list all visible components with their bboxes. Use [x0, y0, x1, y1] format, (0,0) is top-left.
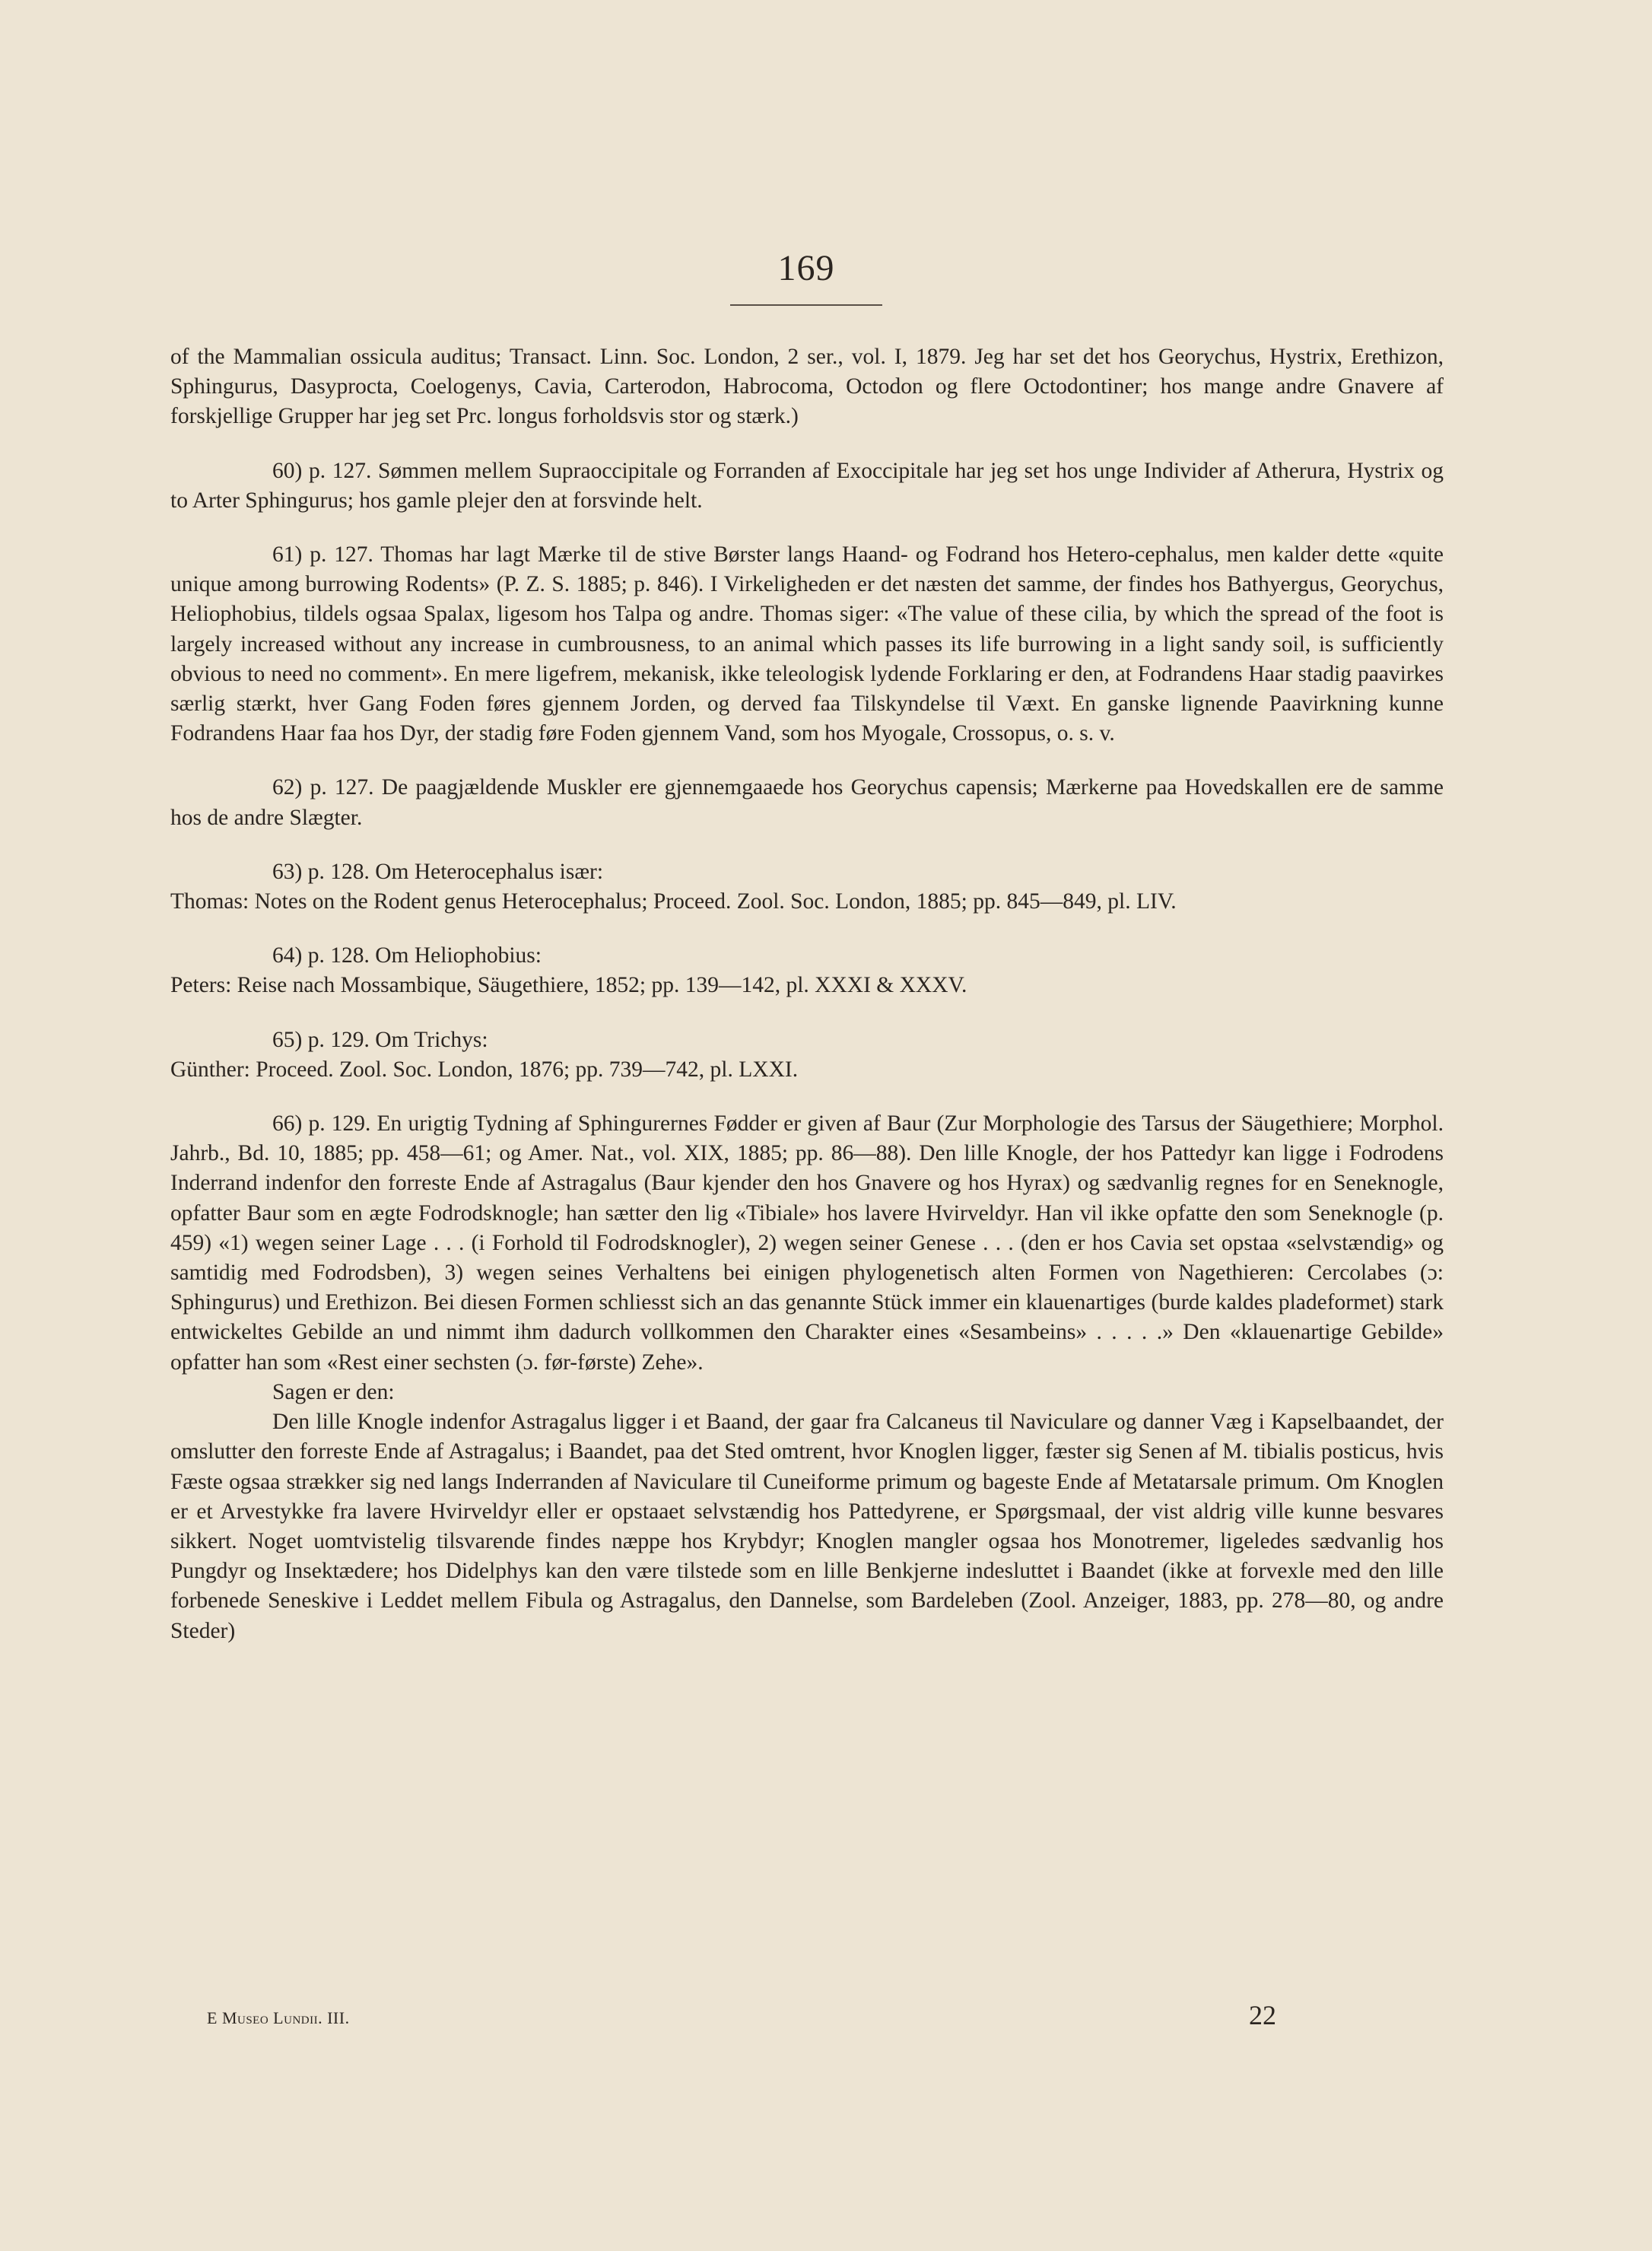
footer-series: E Museo Lundii. III. — [207, 2008, 350, 2027]
note-64-reference: Peters: Reise nach Mossambique, Säugethiere, 1852; pp. 139—142, pl. XXXI & XXXV. — [170, 973, 967, 998]
note-65-reference: Günther: Proceed. Zool. Soc. London, 1876; pp. 739—742, pl. LXXI. — [170, 1057, 799, 1082]
note-66: 66) p. 129. En urigtig Tydning af Sphingurernes Fødder er given af Baur (Zur Morphologie des Tarsus der Säugethiere; Morphol. Jahrb., Bd. 10, 1885; pp. 458—61; og Amer. Nat., vol. XIX, 1885; pp. 86—88). Den lille Knogle, der hos Pattedyr kan ligge i Fodrodens Inderrand indenfor den forreste Ende af Astragalus (Baur kjender den hos Gnavere og hos Hyrax) og sædvanlig regnes for en Seneknogle, opfatter Baur som en ægte Fodrodsknogle; han sætter den lig «Tibiale» hos lavere Hvirveldyr. Han vil ikke opfatte den som Seneknogle (p. 459) «1) wegen seiner Lage . . . (i Forhold til Fodrodsknogler), 2) wegen seiner Genese . . . (den er hos Cavia set opstaa «selvstændig» og samtidig med Fodrodsben), 3) wegen seines Verhaltens bei einigen phylogenetisch alten Formen von Nagethieren: Cercolabes (ɔ: Sphingurus) und Erethizon. Bei diesen Formen schliesst sich an das genannte Stück immer ein klauenartiges (burde kaldes pladeformet) stark entwickeltes Gebilde an und nimmt ihm dadurch vollkommen den Charakter eines «Sesambeins» . . . . .» Den «klauenartige Gebilde» opfatter han som «Rest einer sechsten (ɔ. før-første) Zehe». — [170, 1111, 1444, 1375]
note-66-sagen: Sagen er den: — [272, 1379, 395, 1404]
signature-mark: 22 — [1249, 2000, 1276, 2030]
body-text — [170, 342, 1444, 1646]
note-63: 63) p. 128. Om Heterocephalus især: — [272, 859, 604, 884]
note-66-explanation: Den lille Knogle indenfor Astragalus ligger i et Baand, der gaar fra Calcaneus til Naviculare og danner Væg i Kapselbaandet, der omslutter den forreste Ende af Astragalus; i Baandet, paa det Sted omtrent, hvor Knoglen ligger, fæster sig Senen af M. tibialis posticus, hvis Fæste ogsaa strækker sig ned langs Inderranden af Naviculare til Cuneiforme primum og bageste Ende af Metatarsale primum. Om Knoglen er et Arvestykke fra lavere Hvirveldyr eller er opstaaet selvstændig hos Pattedyrene, er Spørgsmaal, der vist aldrig ville kunne besvares sikkert. Noget uomtvistelig tilsvarende findes næppe hos Krybdyr; Knoglen mangler ogsaa hos Monotremer, ligeledes sædvanlig hos Pungdyr og Insektædere; hos Didelphys kan den være tilstede som en lille Benkjerne indesluttet i Baandet (ikke at forvexle med den lille forbenede Seneskive i Leddet mellem Fibula og Astragalus, den Dannelse, som Bardeleben (Zool. Anzeiger, 1883, pp. 278—80, og andre Steder) — [170, 1410, 1444, 1643]
header-rule — [730, 304, 882, 306]
paragraph-continuation: of the Mammalian ossicula auditus; Transact. Linn. Soc. London, 2 ser., vol. I, 1879. Jeg har set det hos Georychus, Hystrix, Erethizon, Sphingurus, Dasyprocta, Coelogenys, Cavia, Carterodon, Habrocoma, Octodon og flere Octodontiner; hos mange andre Gnavere af forskjellige Grupper har jeg set Prc. longus forholdsvis stor og stærk.) — [170, 345, 1444, 429]
note-62: 62) p. 127. De paagjældende Muskler ere gjennemgaaede hos Georychus capensis; Mærkerne paa Hovedskallen ere de samme hos de andre Slægter. — [170, 775, 1444, 830]
note-64: 64) p. 128. Om Heliophobius: — [272, 943, 542, 968]
note-60: 60) p. 127. Sømmen mellem Supraoccipitale og Forranden af Exoccipitale har jeg set hos unge Individer af Atherura, Hystrix og to Arter Sphingurus; hos gamle plejer den at forsvinde helt. — [170, 458, 1444, 513]
page-number: 169 — [777, 248, 835, 288]
note-65: 65) p. 129. Om Trichys: — [272, 1027, 488, 1052]
note-61: 61) p. 127. Thomas har lagt Mærke til de stive Børster langs Haand- og Fodrand hos Hetero-cephalus, men kalder dette «quite unique among burrowing Rodents» (P. Z. S. 1885; p. 846). I Virkeligheden er det næsten det samme, der findes hos Bathyergus, Georychus, Heliophobius, tildels ogsaa Spalax, ligesom hos Talpa og andre. Thomas siger: «The value of these cilia, by which the spread of the foot is largely increased without any increase in cumbrousness, to an animal which passes its life burrowing in a light sandy soil, is sufficiently obvious to need no comment». En mere ligefrem, mekanisk, ikke teleologisk lydende Forklaring er den, at Fodrandens Haar stadig paavirkes særlig stærkt, hver Gang Foden føres gjennem Jorden, og derved faa Tilskyndelse til Væxt. En ganske lignende Paavirkning kunne Fodrandens Haar faa hos Dyr, der stadig føre Foden gjennem Vand, som hos Myogale, Crossopus, o. s. v. — [170, 542, 1444, 746]
note-63-reference: Thomas: Notes on the Rodent genus Heterocephalus; Proceed. Zool. Soc. London, 1885; pp. 845—849, pl. LIV. — [170, 889, 1177, 914]
